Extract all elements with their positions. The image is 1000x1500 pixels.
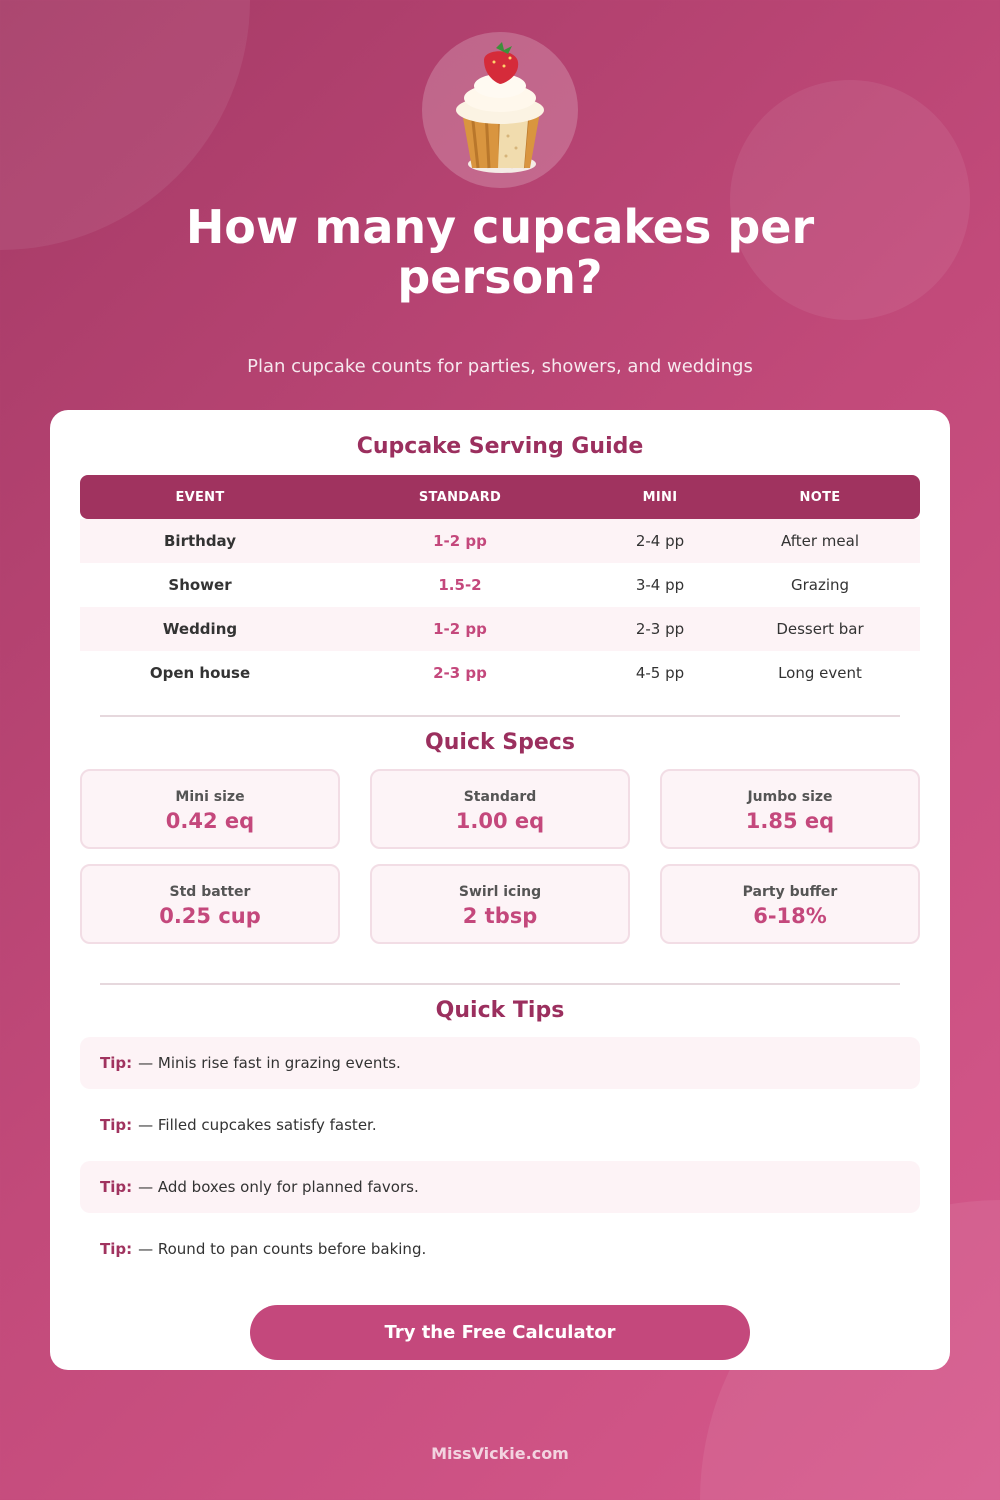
tip-text: — Minis rise fast in grazing events. [138, 1054, 401, 1072]
spec-label: Jumbo size [747, 789, 833, 805]
page-subtitle: Plan cupcake counts for parties, showers, and weddings [247, 356, 753, 377]
cell-note: Dessert bar [776, 620, 864, 638]
tip-label: Tip: [100, 1240, 133, 1258]
tip-label: Tip: [100, 1116, 133, 1134]
tips-title: Quick Tips [435, 998, 565, 1023]
column-header-mini: MINI [642, 489, 678, 505]
tip-item [80, 1037, 920, 1089]
spec-value: 1.85 eq [745, 809, 835, 833]
specs-title: Quick Specs [425, 730, 575, 755]
cell-mini: 2-3 pp [635, 620, 685, 638]
cell-standard: 1-2 pp [433, 532, 487, 550]
cell-note: After meal [781, 532, 859, 550]
table-row [80, 519, 920, 563]
table-row [80, 651, 920, 695]
spec-value: 2 tbsp [462, 904, 538, 928]
spec-card-standard [370, 769, 630, 849]
cell-note: Long event [778, 664, 862, 682]
tip-text: — Round to pan counts before baking. [138, 1240, 427, 1258]
table-row [80, 607, 920, 651]
cell-event: Shower [168, 576, 232, 594]
spec-label: Party buffer [742, 884, 838, 900]
spec-value: 1.00 eq [455, 809, 545, 833]
footer-brand-link[interactable]: MissVickie.com [431, 1444, 569, 1463]
content-card [50, 410, 950, 1370]
tip-label: Tip: [100, 1054, 133, 1072]
tip-item [80, 1223, 920, 1275]
serving-guide-table [80, 475, 920, 695]
cell-event: Birthday [164, 532, 236, 550]
column-header-note: NOTE [799, 489, 841, 505]
spec-label: Std batter [169, 884, 251, 900]
spec-value: 6-18% [753, 904, 827, 928]
tip-text: — Filled cupcakes satisfy faster. [138, 1116, 377, 1134]
cell-standard: 1.5-2 [438, 576, 482, 594]
section-divider [100, 983, 900, 985]
try-calculator-button[interactable]: Try the Free Calculator [250, 1305, 750, 1360]
tip-item [80, 1161, 920, 1213]
column-header-event: EVENT [175, 489, 225, 505]
cell-event: Wedding [162, 620, 238, 638]
spec-label: Mini size [175, 789, 245, 805]
cell-mini: 4-5 pp [635, 664, 685, 682]
table-row [80, 563, 920, 607]
section-divider [100, 715, 900, 717]
spec-value: 0.42 eq [165, 809, 255, 833]
page-title: How many cupcakes per person? [185, 200, 815, 304]
tip-text: — Add boxes only for planned favors. [138, 1178, 419, 1196]
column-header-standard: STANDARD [418, 489, 502, 505]
cell-mini: 3-4 pp [635, 576, 685, 594]
cell-mini: 2-4 pp [635, 532, 685, 550]
cell-note: Grazing [790, 576, 850, 594]
cupcake-badge [422, 32, 578, 188]
table-header [80, 475, 920, 519]
spec-card-swirl-icing [370, 864, 630, 944]
spec-value: 0.25 cup [159, 904, 261, 928]
cell-event: Open house [149, 664, 251, 682]
spec-label: Swirl icing [458, 884, 542, 900]
cell-standard: 2-3 pp [433, 664, 487, 682]
tip-label: Tip: [100, 1178, 133, 1196]
guide-title: Cupcake Serving Guide [356, 434, 644, 459]
tip-item [80, 1099, 920, 1151]
cupcake-icon [440, 40, 560, 180]
spec-card-mini-size [80, 769, 340, 849]
spec-card-party-buffer [660, 864, 920, 944]
spec-card-jumbo-size [660, 769, 920, 849]
spec-card-std-batter [80, 864, 340, 944]
cell-standard: 1-2 pp [433, 620, 487, 638]
spec-label: Standard [463, 789, 537, 805]
